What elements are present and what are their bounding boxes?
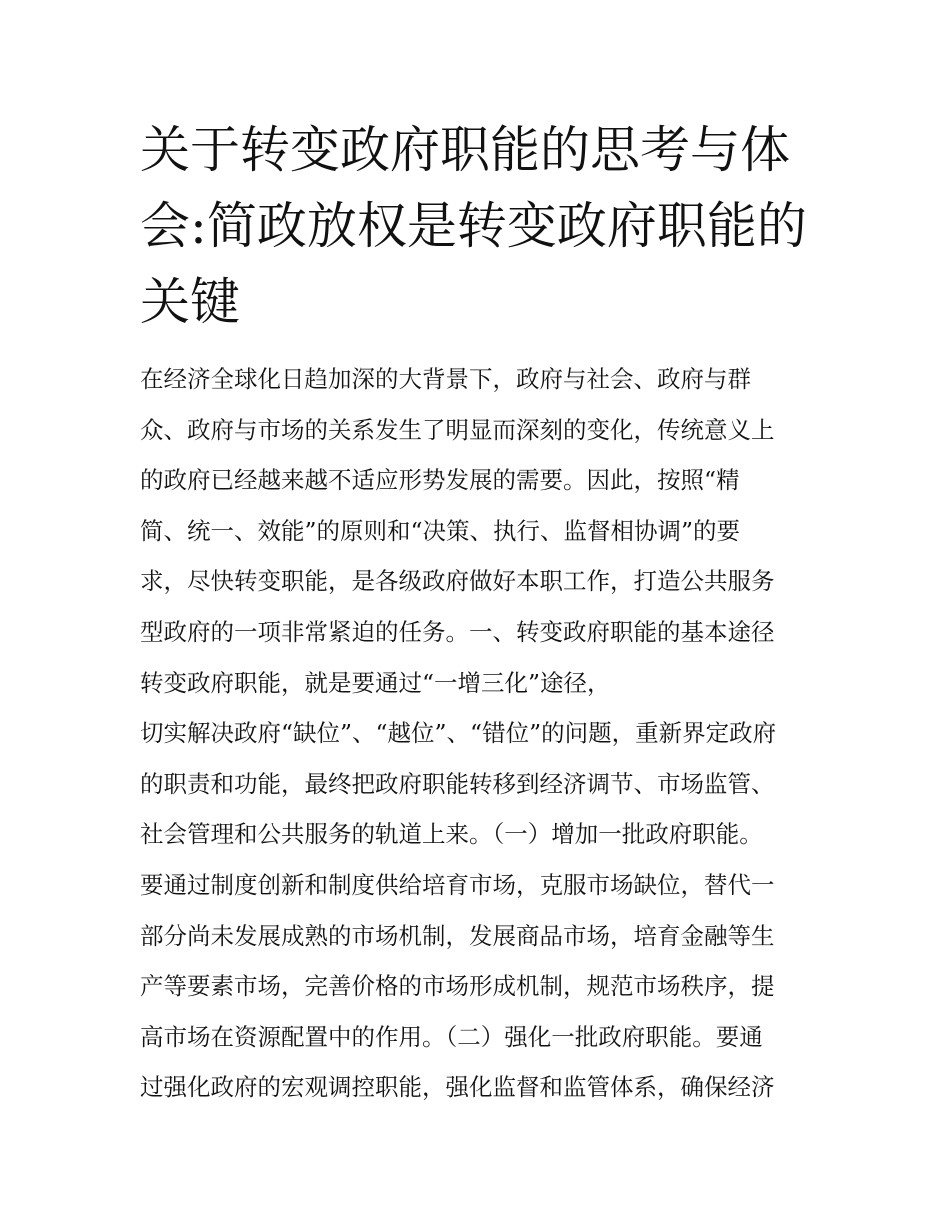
body-line: 产等要素市场，完善价格的市场形成机制，规范市场秩序，提 [140, 972, 775, 1001]
body-line: 简、统一、效能”的原则和“决策、执行、监督相协调”的要 [140, 516, 741, 545]
title-line: 会:简政放权是转变政府职能的 [140, 197, 807, 255]
body-line: 的政府已经越来越不适应形势发展的需要。因此，按照“精 [140, 466, 740, 495]
body-line: 高市场在资源配置中的作用。（二）强化一批政府职能。要通 [140, 1022, 763, 1051]
body-line: 社会管理和公共服务的轨道上来。（一）增加一批政府职能。 [140, 820, 763, 849]
body-line: 求，尽快转变职能，是各级政府做好本职工作，打造公共服务 [140, 567, 775, 596]
title-line: 关键 [140, 273, 240, 331]
document-title [140, 112, 820, 340]
body-line: 过强化政府的宏观调控职能，强化监督和监管体系，确保经济 [140, 1073, 775, 1102]
body-line: 的职责和功能，最终把政府职能转移到经济调节、市场监管、 [140, 769, 775, 798]
body-paragraph [140, 354, 830, 1113]
body-line: 型政府的一项非常紧迫的任务。一、转变政府职能的基本途径 [140, 617, 775, 646]
body-line: 部分尚未发展成熟的市场机制，发展商品市场，培育金融等生 [140, 921, 775, 950]
body-line: 众、政府与市场的关系发生了明显而深刻的变化，传统意义上 [140, 415, 775, 444]
body-line: 在经济全球化日趋加深的大背景下，政府与社会、政府与群 [140, 365, 751, 393]
title-line: 关于转变政府职能的思考与体 [140, 121, 790, 179]
body-line: 切实解决政府“缺位”、“越位”、“错位”的问题，重新界定政府 [140, 719, 777, 748]
body-line: 转变政府职能，就是要通过“一增三化”途径， [140, 668, 611, 697]
body-line: 要通过制度创新和制度供给培育市场，克服市场缺位，替代一 [140, 870, 775, 899]
